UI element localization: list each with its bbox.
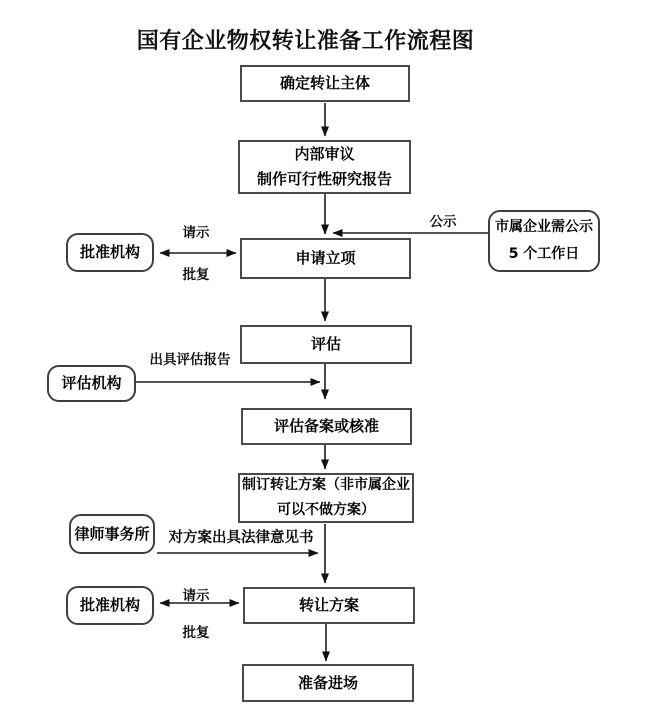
edge-label-legal-opinion: 对方案出具法律意见书 (168, 530, 314, 546)
edge-label-issue-appraisal-report: 出具评估报告 (149, 352, 231, 368)
node-appraisal-filing (241, 408, 412, 445)
node-prepare-entry (242, 664, 414, 702)
edge-label-request-bottom: 请示 (182, 588, 210, 604)
node-law-firm (69, 514, 155, 554)
node-label: 律师事务所 (74, 524, 150, 543)
node-label: 评估备案或核准 (273, 417, 379, 435)
edge-label-reply-bottom: 批复 (182, 625, 210, 641)
node-appraisal-organ (47, 365, 136, 402)
node-label: 评估 (310, 335, 341, 353)
edge-label-reply-top: 批复 (182, 267, 210, 283)
node-apply-project (240, 238, 411, 279)
node-label-line2: 制作可行性研究报告 (256, 170, 392, 188)
node-label: 批准机构 (79, 596, 140, 614)
node-approval-organ-bottom (66, 586, 154, 625)
node-label-line1: 市属企业需公示 (495, 219, 593, 235)
node-label-line2: 可以不做方案） (277, 502, 375, 518)
node-label-line1: 内部审议 (294, 145, 355, 163)
node-label-line1: 制订转让方案（非市属企业 (242, 477, 410, 493)
edge-label-public-notice: 公示 (429, 214, 457, 230)
node-label: 转让方案 (298, 596, 359, 614)
node-transfer-plan (243, 587, 415, 624)
node-internal-review (238, 140, 411, 194)
node-label: 准备进场 (297, 673, 358, 692)
node-label: 批准机构 (79, 243, 140, 261)
node-appraisal (240, 325, 412, 364)
node-approval-organ-top (66, 233, 154, 272)
node-label: 评估机构 (61, 374, 122, 392)
edge-label-request-top: 请示 (182, 225, 210, 241)
node-draft-transfer-plan (238, 473, 414, 523)
node-label: 申请立项 (295, 249, 356, 267)
node-label: 确定转让主体 (279, 74, 370, 92)
node-determine-transfer-subject (240, 65, 410, 102)
node-label-line2: 5 个工作日 (508, 246, 580, 262)
page-title: 国有企业物权转让准备工作流程图 (136, 29, 475, 54)
node-municipal-public-notice (488, 210, 600, 272)
